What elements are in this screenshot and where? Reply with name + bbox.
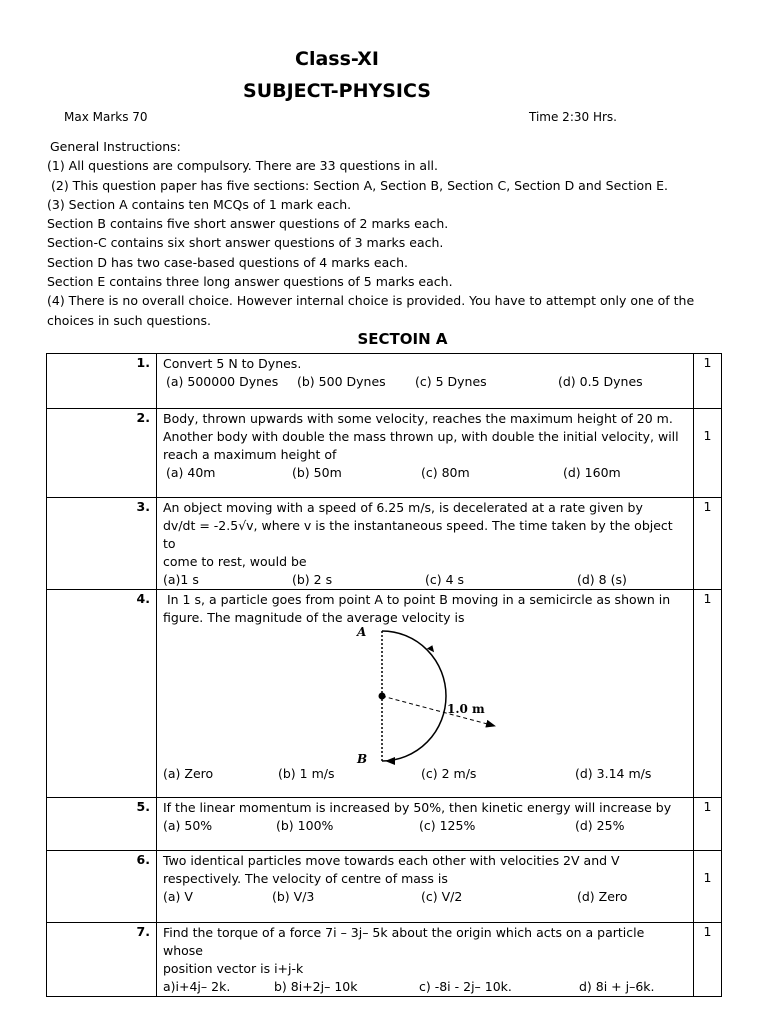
question-line: In 1 s, a particle goes from point A to point B moving in a semicircle as shown in: [163, 592, 671, 607]
option-c: (c) 4 s: [425, 572, 465, 587]
instruction-line: (4) There is no overall choice. However internal choice is provided. You have to attempt only one of the: [47, 293, 695, 309]
option-b: (b) 100%: [276, 818, 334, 833]
question-text: [157, 409, 694, 498]
max-marks: Max Marks 70: [64, 110, 148, 124]
question-row: [47, 923, 722, 997]
question-row: [47, 498, 722, 590]
question-marks: 1: [694, 409, 722, 498]
options-row: [163, 765, 687, 783]
instructions-heading: General Instructions:: [50, 139, 181, 154]
question-line: Body, thrown upwards with some velocity, reaches the maximum height of 20 m.: [163, 411, 673, 426]
instruction-line: (2) This question paper has five sections: Section A, Section B, Section C, Section D and Section E.: [51, 177, 668, 193]
option-a: (a) V: [163, 889, 193, 904]
options-row: [163, 888, 687, 906]
option-d: (d) 25%: [575, 818, 625, 833]
option-b: (b) 500 Dynes: [297, 374, 386, 389]
option-c: (c) 125%: [419, 818, 476, 833]
center-dot: [379, 693, 386, 700]
question-number: 2.: [47, 409, 157, 498]
section-title: SECTOIN A: [357, 330, 448, 348]
question-marks: 1: [694, 590, 722, 798]
option-c: (c) 2 m/s: [421, 766, 477, 781]
option-a: (a)1 s: [163, 572, 199, 587]
question-number: 7.: [47, 923, 157, 997]
options-row: [163, 978, 687, 996]
instruction-line: (3) Section A contains ten MCQs of 1 mark each.: [47, 196, 352, 212]
semicircle-diagram: [163, 627, 683, 765]
question-row: [47, 798, 722, 851]
option-a: (a) 40m: [166, 465, 216, 480]
question-line: An object moving with a speed of 6.25 m/s, is decelerated at a rate given by: [163, 500, 643, 515]
question-line: Another body with double the mass thrown up, with double the initial velocity, will: [163, 429, 679, 444]
option-d: (d) 3.14 m/s: [575, 766, 652, 781]
question-text: [157, 923, 694, 997]
question-marks: 1: [694, 798, 722, 851]
instruction-line: Section B contains five short answer questions of 2 marks each.: [47, 216, 449, 232]
option-d: (d) 0.5 Dynes: [558, 374, 643, 389]
question-line: Find the torque of a force 7i – 3j– 5k about the origin which acts on a particle whose: [163, 925, 645, 958]
question-number: 1.: [47, 354, 157, 409]
option-d: (d) 8 (s): [577, 572, 627, 587]
option-b: (b) 2 s: [292, 572, 333, 587]
question-line: figure. The magnitude of the average velocity is: [163, 610, 465, 625]
option-a: (a) 50%: [163, 818, 213, 833]
options-row: [163, 571, 687, 589]
option-a: a)i+4j– 2k.: [163, 979, 231, 994]
question-line: Two identical particles move towards each other with velocities 2V and V: [163, 853, 620, 868]
option-b: (b) 50m: [292, 465, 342, 480]
question-row: [47, 590, 722, 798]
semicircle-arc: [382, 631, 446, 761]
question-number: 4.: [47, 590, 157, 798]
question-marks: 1: [694, 498, 722, 590]
option-d: (d) Zero: [577, 889, 628, 904]
option-c: (c) 80m: [421, 465, 470, 480]
instruction-line: Section-C contains six short answer questions of 3 marks each.: [47, 235, 444, 251]
option-b: b) 8i+2j– 10k: [274, 979, 358, 994]
option-c: c) -8i - 2j– 10k.: [419, 979, 512, 994]
question-number: 3.: [47, 498, 157, 590]
question-line: respectively. The velocity of centre of mass is: [163, 871, 448, 886]
question-text: [157, 851, 694, 923]
question-line: come to rest, would be: [163, 554, 307, 569]
question-number: 5.: [47, 798, 157, 851]
questions-table: [46, 353, 722, 997]
exam-time: Time 2:30 Hrs.: [529, 110, 617, 124]
arrowhead-icon: [385, 757, 395, 765]
question-marks: 1: [694, 851, 722, 923]
option-d: d) 8i + j–6k.: [579, 979, 655, 994]
question-row: [47, 354, 722, 409]
question-text: [157, 498, 694, 590]
question-line: Convert 5 N to Dynes.: [163, 356, 302, 371]
question-text: [157, 354, 694, 409]
option-b: (b) V/3: [272, 889, 315, 904]
option-d: (d) 160m: [563, 465, 621, 480]
class-title: Class-XI: [295, 48, 379, 70]
question-line: position vector is i+j-k: [163, 961, 304, 976]
option-b: (b) 1 m/s: [278, 766, 335, 781]
question-number: 6.: [47, 851, 157, 923]
question-line: If the linear momentum is increased by 50%, then kinetic energy will increase by: [163, 800, 672, 815]
question-row: [47, 409, 722, 498]
question-row: [47, 851, 722, 923]
semicircle-figure: [163, 627, 687, 765]
question-marks: 1: [694, 354, 722, 409]
question-marks: 1: [694, 923, 722, 997]
option-c: (c) 5 Dynes: [415, 374, 487, 389]
options-row: [163, 464, 687, 482]
question-line: dv/dt = -2.5√v, where v is the instantaneous speed. The time taken by the object to: [163, 518, 673, 551]
radius-label: 1.0 m: [447, 702, 485, 716]
instruction-line: (1) All questions are compulsory. There are 33 questions in all.: [47, 158, 438, 174]
option-c: (c) V/2: [421, 889, 463, 904]
question-text: [157, 798, 694, 851]
subject-title: SUBJECT-PHYSICS: [243, 80, 431, 102]
question-text: [157, 590, 694, 798]
options-row: [163, 373, 687, 391]
instruction-line: Section E contains three long answer questions of 5 marks each.: [47, 274, 453, 290]
instruction-line: choices in such questions.: [47, 312, 212, 328]
option-a: (a) Zero: [163, 766, 214, 781]
question-line: reach a maximum height of: [163, 447, 337, 462]
option-a: (a) 500000 Dynes: [166, 374, 279, 389]
label-a: A: [357, 627, 367, 639]
label-b: B: [357, 752, 368, 765]
instruction-line: Section D has two case-based questions of 4 marks each.: [47, 254, 409, 270]
options-row: [163, 817, 687, 835]
general-instructions: [47, 137, 727, 330]
